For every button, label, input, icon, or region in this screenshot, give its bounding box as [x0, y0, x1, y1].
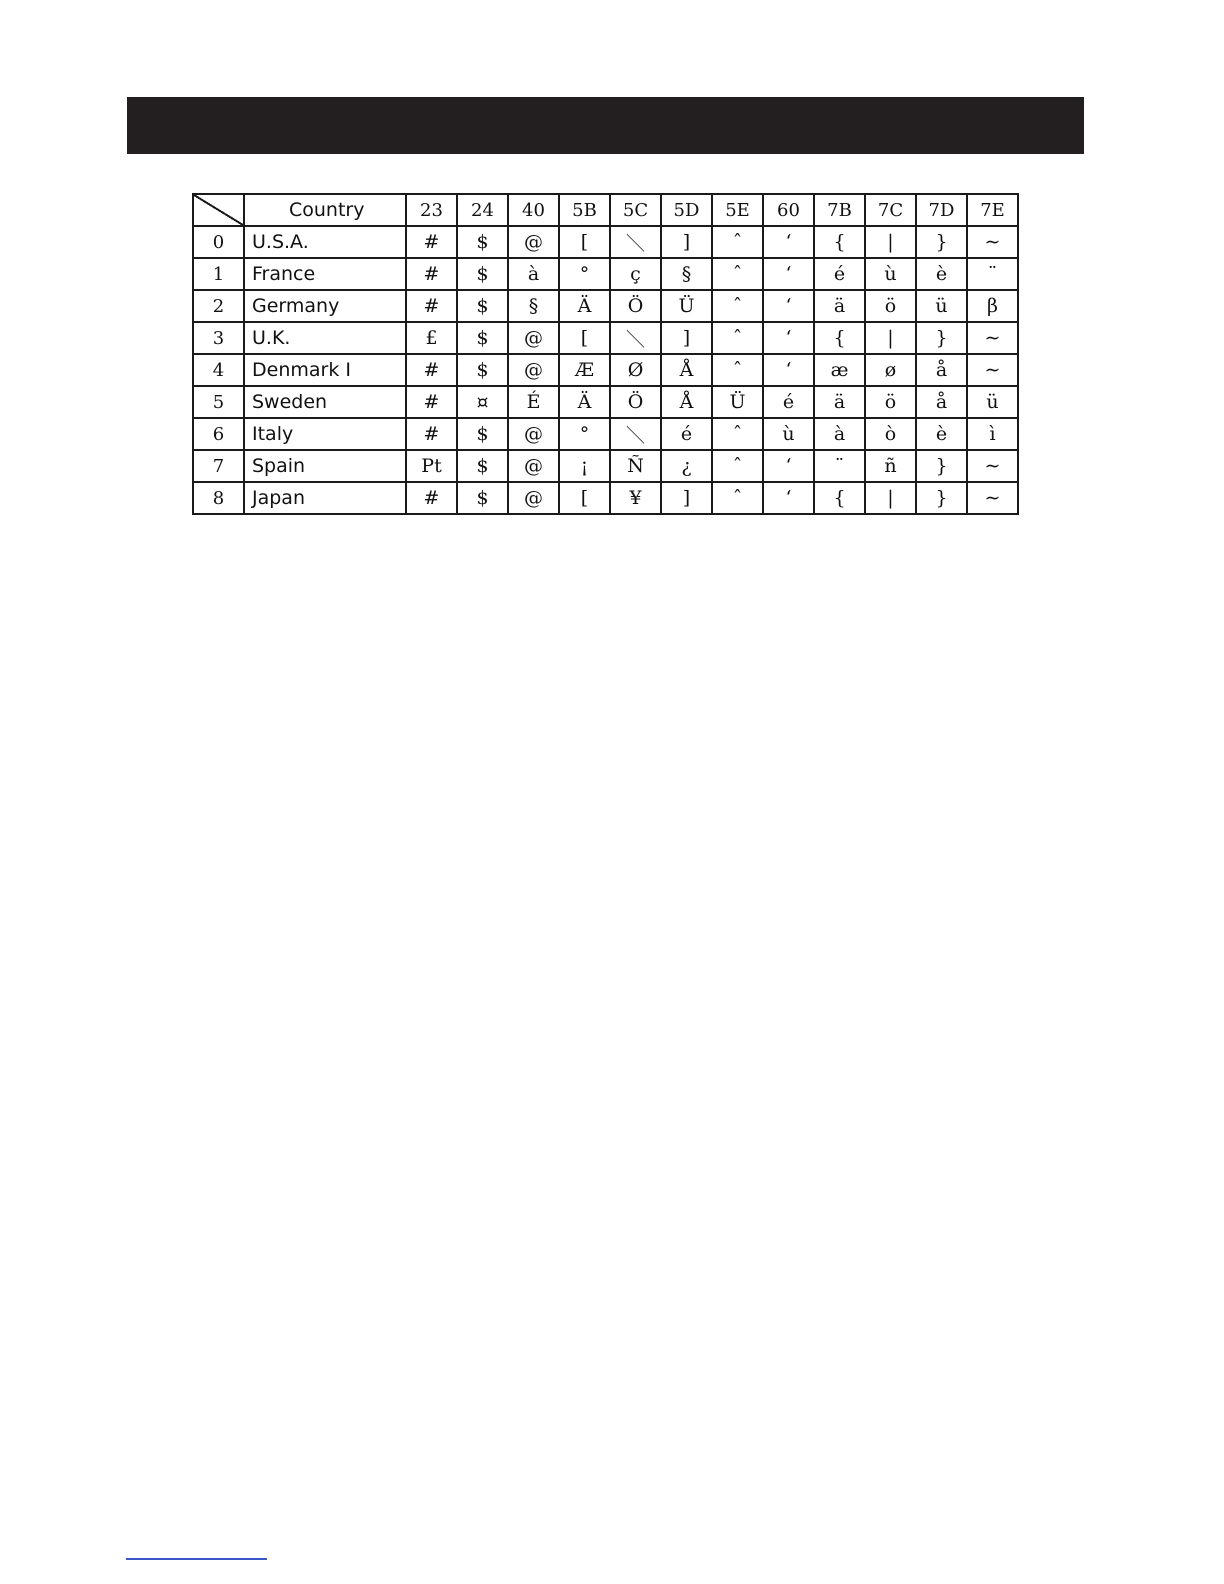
hex-column-header: 40	[508, 194, 559, 226]
country-number-cell: 0	[193, 226, 244, 258]
hex-column-header: 7D	[916, 194, 967, 226]
character-cell: ˆ	[712, 226, 763, 258]
character-cell: é	[763, 386, 814, 418]
character-cell: Ü	[661, 290, 712, 322]
character-cell: ñ	[865, 450, 916, 482]
character-cell: ˆ	[712, 354, 763, 386]
character-cell: ü	[967, 386, 1018, 418]
table-row	[193, 258, 1018, 290]
corner-cell	[193, 194, 244, 226]
hex-column-header: 24	[457, 194, 508, 226]
table-body	[193, 226, 1018, 514]
character-cell: à	[814, 418, 865, 450]
character-cell: Ä	[559, 386, 610, 418]
table-row	[193, 226, 1018, 258]
country-name-cell: France	[244, 258, 406, 290]
character-cell: ‘	[763, 258, 814, 290]
country-name-cell: Sweden	[244, 386, 406, 418]
character-cell: Ñ	[610, 450, 661, 482]
character-cell: Å	[661, 386, 712, 418]
character-cell: ¤	[457, 386, 508, 418]
character-cell: ù	[865, 258, 916, 290]
table-row	[193, 354, 1018, 386]
character-cell: $	[457, 418, 508, 450]
header-row	[193, 194, 1018, 226]
character-cell: @	[508, 418, 559, 450]
character-cell: @	[508, 354, 559, 386]
hex-column-header: 5D	[661, 194, 712, 226]
country-number-cell: 5	[193, 386, 244, 418]
character-cell: |	[865, 322, 916, 354]
character-cell: ä	[814, 386, 865, 418]
character-cell: |	[865, 226, 916, 258]
hex-column-header: 5E	[712, 194, 763, 226]
character-cell: ]	[661, 226, 712, 258]
character-cell: ˆ	[712, 290, 763, 322]
character-cell: Ø	[610, 354, 661, 386]
character-cell: ˆ	[712, 482, 763, 514]
character-cell: #	[406, 354, 457, 386]
character-cell: #	[406, 258, 457, 290]
character-cell: ‘	[763, 482, 814, 514]
character-cell: ＼	[610, 226, 661, 258]
character-cell: ＼	[610, 418, 661, 450]
character-cell: ‘	[763, 290, 814, 322]
hex-column-header: 7E	[967, 194, 1018, 226]
character-cell: @	[508, 226, 559, 258]
character-cell: ì	[967, 418, 1018, 450]
country-number-cell: 6	[193, 418, 244, 450]
character-cell: }	[916, 322, 967, 354]
character-cell: ò	[865, 418, 916, 450]
character-cell: [	[559, 226, 610, 258]
character-cell: ü	[916, 290, 967, 322]
country-name-cell: Spain	[244, 450, 406, 482]
character-cell: ˆ	[712, 258, 763, 290]
character-cell: ù	[763, 418, 814, 450]
country-column-header: Country	[244, 194, 406, 226]
character-cell: Pt	[406, 450, 457, 482]
character-cell: É	[508, 386, 559, 418]
character-cell: é	[661, 418, 712, 450]
character-cell: Ö	[610, 386, 661, 418]
character-cell: ‘	[763, 450, 814, 482]
character-cell: ＼	[610, 322, 661, 354]
character-cell: [	[559, 482, 610, 514]
hex-column-header: 60	[763, 194, 814, 226]
character-cell: #	[406, 290, 457, 322]
character-cell: $	[457, 290, 508, 322]
character-cell: ∼	[967, 226, 1018, 258]
character-cell: ¨	[814, 450, 865, 482]
table-row	[193, 322, 1018, 354]
character-cell: è	[916, 418, 967, 450]
character-cell: {	[814, 226, 865, 258]
character-cell: ¨	[967, 258, 1018, 290]
character-cell: °	[559, 418, 610, 450]
hex-column-header: 7C	[865, 194, 916, 226]
character-cell: ˆ	[712, 418, 763, 450]
character-cell: $	[457, 226, 508, 258]
character-cell: @	[508, 322, 559, 354]
country-name-cell: Germany	[244, 290, 406, 322]
character-cell: ¥	[610, 482, 661, 514]
character-cell: ¡	[559, 450, 610, 482]
country-number-cell: 4	[193, 354, 244, 386]
hex-column-header: 7B	[814, 194, 865, 226]
international-character-set-table	[192, 193, 1019, 515]
character-cell: ç	[610, 258, 661, 290]
character-cell: ∼	[967, 482, 1018, 514]
character-cell: β	[967, 290, 1018, 322]
character-cell: å	[916, 354, 967, 386]
character-cell: }	[916, 450, 967, 482]
character-cell: ‘	[763, 226, 814, 258]
country-number-cell: 7	[193, 450, 244, 482]
country-name-cell: Japan	[244, 482, 406, 514]
character-cell: ‘	[763, 322, 814, 354]
character-cell: Ö	[610, 290, 661, 322]
character-cell: °	[559, 258, 610, 290]
country-name-cell: U.K.	[244, 322, 406, 354]
character-cell: $	[457, 258, 508, 290]
character-cell: $	[457, 450, 508, 482]
table-row	[193, 450, 1018, 482]
character-cell: |	[865, 482, 916, 514]
table-row	[193, 418, 1018, 450]
character-cell: £	[406, 322, 457, 354]
character-cell: ∼	[967, 354, 1018, 386]
country-number-cell: 8	[193, 482, 244, 514]
country-number-cell: 3	[193, 322, 244, 354]
character-cell: {	[814, 322, 865, 354]
character-cell: Ü	[712, 386, 763, 418]
hex-column-header: 23	[406, 194, 457, 226]
country-name-cell: Denmark I	[244, 354, 406, 386]
character-cell: à	[508, 258, 559, 290]
character-cell: å	[916, 386, 967, 418]
hex-column-header: 5B	[559, 194, 610, 226]
country-number-cell: 1	[193, 258, 244, 290]
character-cell: ∼	[967, 322, 1018, 354]
country-name-cell: Italy	[244, 418, 406, 450]
character-cell: è	[916, 258, 967, 290]
character-cell: ö	[865, 290, 916, 322]
footer-rule	[126, 1558, 267, 1560]
character-cell: $	[457, 354, 508, 386]
character-cell: @	[508, 482, 559, 514]
character-cell: #	[406, 418, 457, 450]
character-cell: $	[457, 482, 508, 514]
character-cell: #	[406, 482, 457, 514]
character-cell: Æ	[559, 354, 610, 386]
character-cell: é	[814, 258, 865, 290]
character-cell: $	[457, 322, 508, 354]
character-cell: ]	[661, 482, 712, 514]
section-header-bar	[127, 97, 1084, 154]
character-cell: §	[661, 258, 712, 290]
character-cell: §	[508, 290, 559, 322]
hex-column-header: 5C	[610, 194, 661, 226]
character-cell: [	[559, 322, 610, 354]
character-cell: ø	[865, 354, 916, 386]
character-cell: Ä	[559, 290, 610, 322]
character-cell: @	[508, 450, 559, 482]
character-cell: #	[406, 226, 457, 258]
country-number-cell: 2	[193, 290, 244, 322]
character-cell: }	[916, 226, 967, 258]
table-row	[193, 482, 1018, 514]
table-row	[193, 386, 1018, 418]
character-cell: Å	[661, 354, 712, 386]
character-cell: ö	[865, 386, 916, 418]
character-cell: ∼	[967, 450, 1018, 482]
character-cell: }	[916, 482, 967, 514]
character-cell: ¿	[661, 450, 712, 482]
character-cell: #	[406, 386, 457, 418]
country-name-cell: U.S.A.	[244, 226, 406, 258]
character-cell: ˆ	[712, 450, 763, 482]
character-cell: {	[814, 482, 865, 514]
character-cell: ‘	[763, 354, 814, 386]
character-cell: ]	[661, 322, 712, 354]
table-row	[193, 290, 1018, 322]
character-cell: ä	[814, 290, 865, 322]
character-cell: æ	[814, 354, 865, 386]
character-cell: ˆ	[712, 322, 763, 354]
